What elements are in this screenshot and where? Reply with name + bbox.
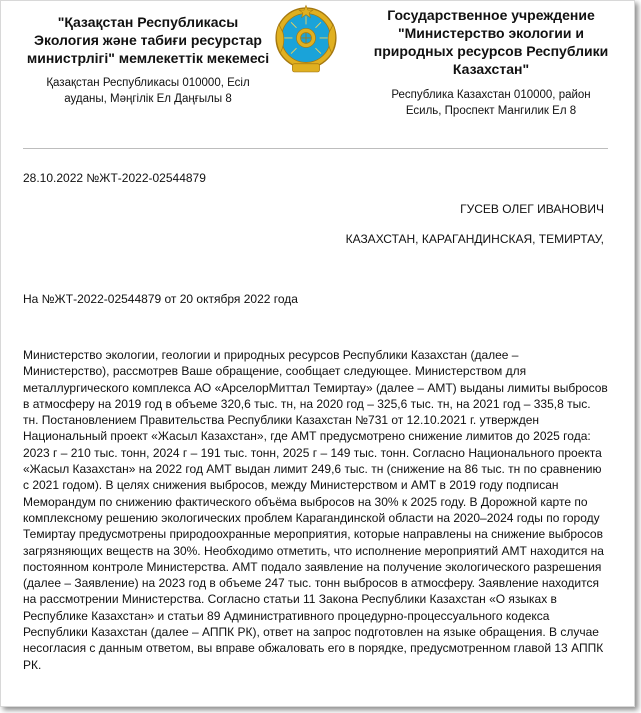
registration-number: 28.10.2022 №ЖТ-2022-02544879 bbox=[23, 171, 206, 185]
issuer-title-line: Государственное учреждение bbox=[387, 7, 595, 23]
issuer-title-line: министрлігі" мемлекеттік мекемесі bbox=[26, 50, 270, 66]
issuer-title-russian bbox=[371, 6, 611, 78]
issuer-address-russian bbox=[371, 87, 611, 119]
issuer-title-line: Экология және табиғи ресурстар bbox=[34, 32, 262, 48]
reference-line: На №ЖТ-2022-02544879 от 20 октября 2022 года bbox=[23, 292, 298, 306]
addressee-block bbox=[346, 194, 604, 254]
issuer-address-line: ауданы, Мәңгілік Ел Даңғылы 8 bbox=[64, 93, 232, 105]
issuer-header-kazakh bbox=[23, 13, 273, 107]
issuer-title-kazakh bbox=[23, 13, 273, 67]
issuer-address-line: Республика Казахстан 010000, район bbox=[391, 89, 591, 101]
header-divider bbox=[23, 148, 608, 149]
issuer-address-line: Есиль, Проспект Мангилик Ел 8 bbox=[405, 105, 577, 117]
addressee-address: КАЗАХСТАН, КАРАГАНДИНСКАЯ, ТЕМИРТАУ, bbox=[345, 232, 604, 246]
issuer-address-kazakh bbox=[23, 75, 273, 107]
issuer-address-line: Қазақстан Республикасы 010000, Есіл bbox=[46, 77, 250, 89]
addressee-name: ГУСЕВ ОЛЕГ ИВАНОВИЧ bbox=[460, 202, 604, 216]
issuer-title-line: "Министерство экологии и bbox=[397, 25, 584, 41]
issuer-title-line: природных ресурсов Республики bbox=[373, 43, 609, 59]
letter-body: Министерство экологии, геологии и природных ресурсов Республики Казахстан (далее – Министерство), рассмотрев Ваше обращение, сообщает следующее. Министерством для металлургического комплекса АО «АрселорМиттал Темиртау» (далее – АМТ) выданы лимиты выбросов в атмосферу на 2019 год в объеме 320,6 тыс. тн, на 2020 год – 325,6 тыс. тн, на 2021 год – 335,8 тыс. тн. Постановлением Правительства Республики Казахстан №731 от 12.10.2021 г. утвержден Национальный проект «Жасыл Казахстан», где АМТ предусмотрено снижение лимитов до 2025 года: 2023 г – 210 тыс. тонн, 2024 г – 191 тыс. тонн, 2025 г – 149 тыс. тонн. Согласно Национального проекта «Жасыл Казахстан» на 2022 год АМТ выдан лимит 249,6 тыс. тн (снижение на 86 тыс. тн по сравнению с 2021 годом). В целях снижения выбросов, между Министерством и АМТ в 2019 году подписан Меморандум по снижению фактического объёма выбросов на 30% к 2025 году. В Дорожной карте по комплексному решению экологических проблем Карагандинской области на 2020–2024 годы по городу Темиртау предусмотрены природоохранные мероприятия, которые направлены на снижение выбросов загрязняющих веществ на 30%. Необходимо отметить, что исполнение мероприятий АМТ находится на постоянном контроле Министерства. АМТ подало заявление на получение экологического разрешения (далее – Заявление) на 2023 год в объеме 247 тыс. тонн выбросов в атмосферу. Заявление находится на рассмотрении Министерства. Согласно статьи 11 Закона Республики Казахстан «О языках в Республике Казахстан» и статьи 89 Административного процедурно-процессуального кодекса Республики Казахстан (далее – АППК РК), ответ на запрос подготовлен на языке обращения. В случае несогласия с данным ответом, вы вправе обжаловать его в порядке, предусмотренном главой 13 АППК РК. bbox=[23, 348, 608, 672]
issuer-header-russian bbox=[371, 6, 611, 119]
kazakhstan-state-emblem-icon bbox=[272, 4, 340, 76]
issuer-title-line: Казахстан" bbox=[452, 61, 530, 77]
issuer-title-line: "Қазақстан Республикасы bbox=[57, 14, 239, 30]
